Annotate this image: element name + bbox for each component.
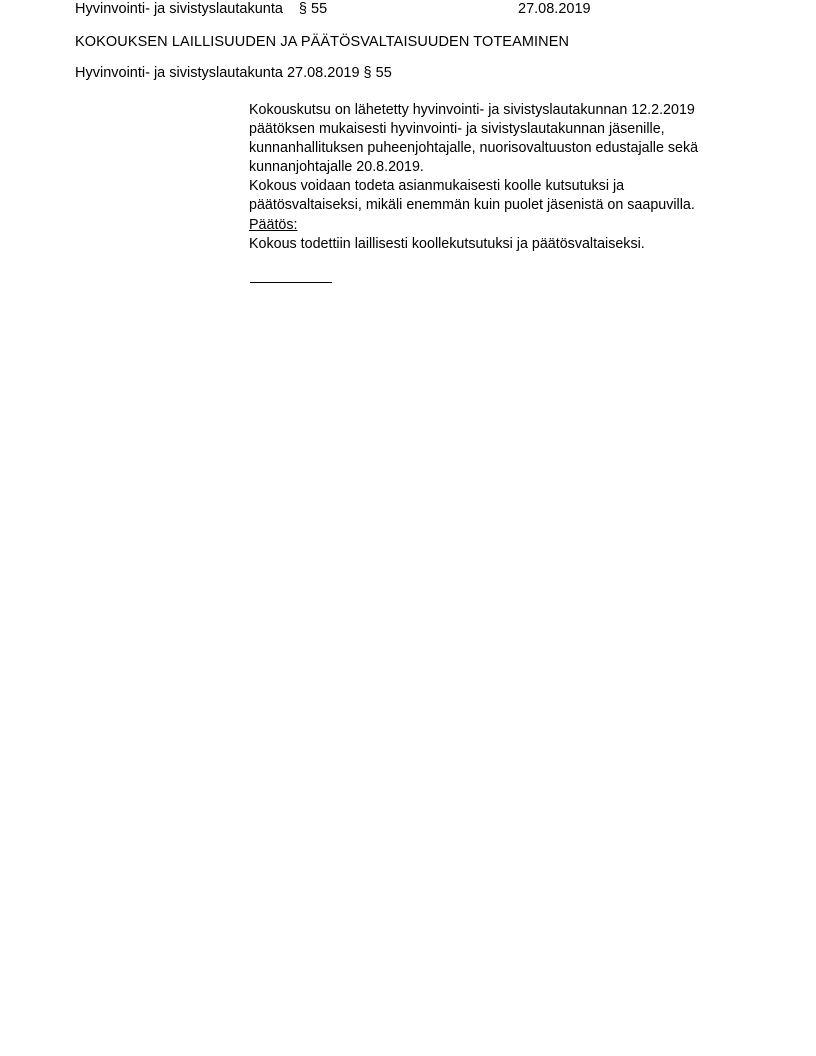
subheading: Hyvinvointi- ja sivistyslautakunta 27.08.2019 § 55 bbox=[75, 65, 392, 81]
page-header bbox=[75, 0, 735, 18]
header-date: 27.08.2019 bbox=[518, 1, 591, 17]
paragraph-invitation: Kokouskutsu on lähetetty hyvinvointi- ja sivistyslautakunnan 12.2.2019 päätöksen mukaisesti hyvinvointi- ja sivistyslautakunnan jäsenille, kunnanhallituksen puheenjohtajalle, nuorisovaltuuston edustajalle sekä kunnanjohtajalle 20.8.2019. bbox=[249, 102, 699, 176]
decision-text: Kokous todettiin laillisesti koollekutsutuksi ja päätösvaltaiseksi. bbox=[249, 235, 645, 252]
page-title: KOKOUKSEN LAILLISUUDEN JA PÄÄTÖSVALTAISUUDEN TOTEAMINEN bbox=[75, 34, 570, 50]
header-body-name: Hyvinvointi- ja sivistyslautakunta bbox=[75, 1, 283, 17]
header-section-number: § 55 bbox=[298, 1, 328, 17]
paragraph-quorum: Kokous voidaan todeta asianmukaisesti koolle kutsutuksi ja päätösvaltaiseksi, mikäli enemmän kuin puolet jäsenistä on saapuvilla. bbox=[249, 178, 695, 214]
document-body bbox=[249, 101, 724, 254]
decision-label: Päätös: bbox=[249, 216, 298, 233]
section-divider bbox=[250, 282, 332, 283]
